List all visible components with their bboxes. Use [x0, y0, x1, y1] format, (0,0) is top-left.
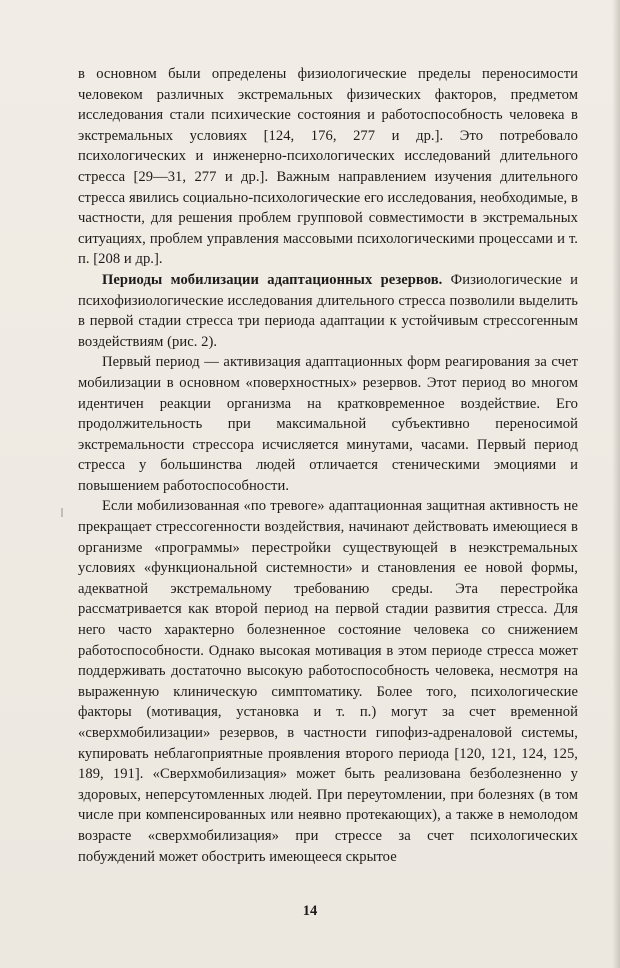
paragraph-second-period: Если мобилизованная «по тревоге» адаптационная защитная активность не прекращает стрессогенности воздействия, начинают действовать имеющиеся в организме «программы» перестройки существующей в неэкстремальных условиях «функциональной системности» и становления ее новой формы, адекватной экстремальному требованию среды. Эта перестройка рассматривается как второй период на первой стадии развития стресса. Для него часто характерно болезненное состояние человека со снижением работоспособности. Однако высокая мотивация в этом периоде стресса может поддерживать достаточно высокую работоспособность человека, несмотря на выраженную клиническую симптоматику. Более того, психологические факторы (мотивация, установка и т. п.) могут за счет временной «сверхмобилизации» резервов, в частности гипофиз-адреналовой системы, купировать неблагоприятные проявления второго периода [120, 121, 124, 125, 189, 191]. «Сверхмобилизация» может быть реализована безболезненно у здоровых, неперсутомленных людей. При переутомлении, при болезнях (в том числе при компенсированных или неявно протекающих), а также в немолодом возрасте «сверхмобилизация» при стрессе за счет психологических побуждений может обострить имеющееся скрытое: [78, 498, 578, 865]
page-edge-shadow: [612, 0, 620, 968]
margin-speck: [61, 508, 63, 517]
body-text: [78, 64, 578, 867]
page-number: 14: [302, 903, 318, 919]
paragraph-first-period: Первый период — активизация адаптационных форм реагирования за счет мобилизации в основном «поверхностных» резервов. Этот период во многом идентичен реакции организма на кратковременное воздействие. Его продолжительность при максимальной субъективно переносимой экстремальности стрессора исчисляется минутами, часами. Первый период стресса у большинства людей отличается стеническими эмоциями и повышением работоспособности.: [78, 354, 578, 494]
paragraph-continuation: в основном были определены физиологические пределы переносимости человеком различных экстремальных физических факторов, предметом исследования стали психические состояния и работоспособность человека в экстремальных условиях [124, 176, 277 и др.]. Это потребовало психологических и инженерно-психологических исследований длительного стресса [29—31, 277 и др.]. Важным направлением изучения длительного стресса явились социально-психологические его исследования, необходимые, в частности, для решения проблем групповой совместимости в экстремальных ситуациях, проблем управления массовыми психологическими процессами и т. п. [208 и др.].: [78, 66, 578, 268]
run-in-heading: Периоды мобилизации адаптационных резервов.: [102, 271, 443, 288]
paragraph-mobilization-periods: [78, 270, 578, 352]
paragraph-body: Физиологические и психофизиологические исследования длительного стресса позволили выделить в первой стадии стресса три периода адаптации к устойчивым стрессогенным воздействиям (рис. 2).: [78, 271, 578, 350]
